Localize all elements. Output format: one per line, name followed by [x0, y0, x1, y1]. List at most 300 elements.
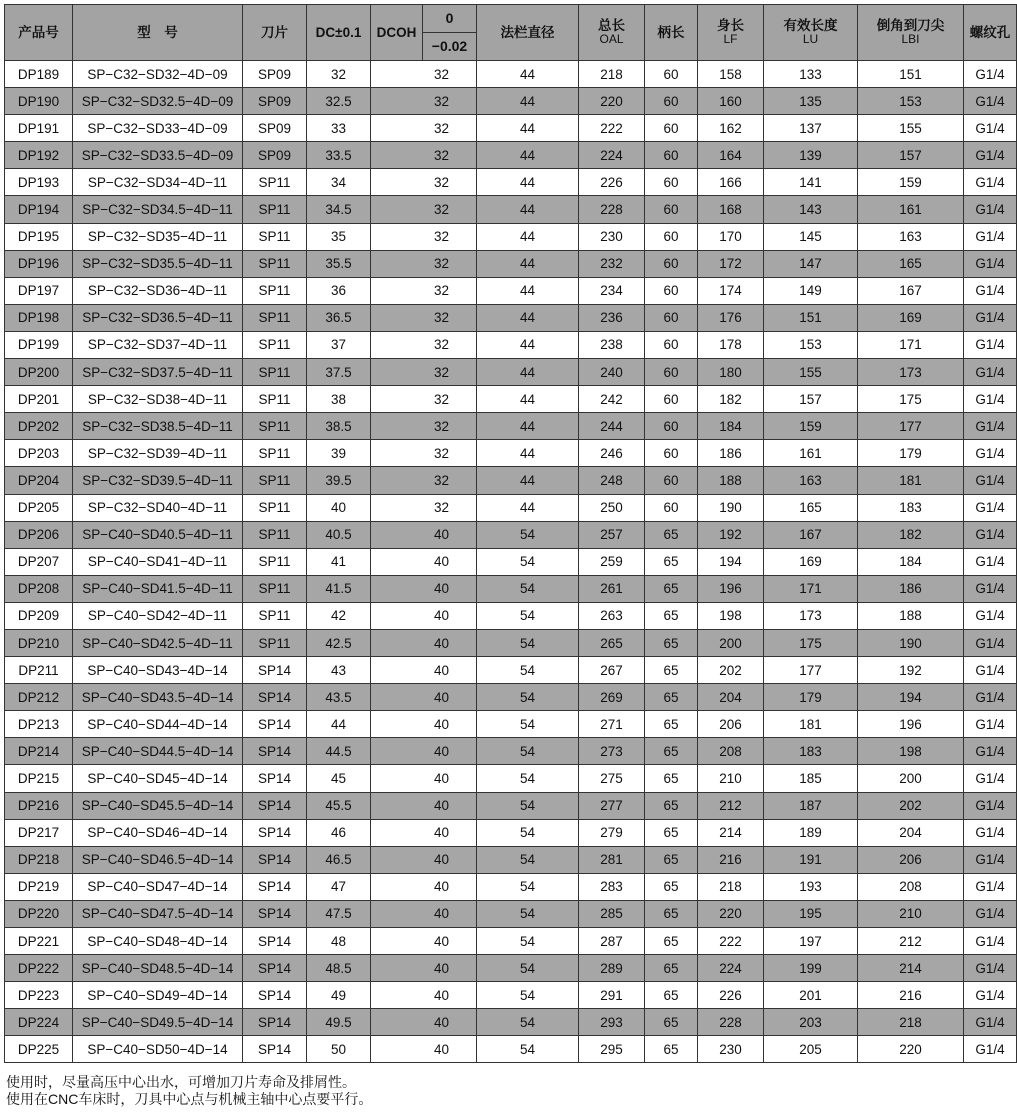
cell-flange: 54: [477, 521, 579, 548]
cell-shank: 60: [645, 115, 698, 142]
cell-lu: 139: [764, 142, 858, 169]
cell-shank: 65: [645, 982, 698, 1009]
cell-flange: 54: [477, 684, 579, 711]
cell-dc: 41: [307, 548, 371, 575]
table-row: [5, 169, 1017, 196]
cell-flange: 54: [477, 955, 579, 982]
cell-lu: 189: [764, 819, 858, 846]
cell-model: SP−C40−SD50−4D−14: [73, 1036, 243, 1063]
cell-insert: SP11: [243, 602, 307, 629]
cell-dcoh: 32: [371, 142, 477, 169]
cell-model: SP−C32−SD38−4D−11: [73, 386, 243, 413]
cell-product-no: DP194: [5, 196, 73, 223]
cell-shank: 65: [645, 738, 698, 765]
cell-dc: 33: [307, 115, 371, 142]
cell-insert: SP11: [243, 575, 307, 602]
col-dcoh-tol-lower: −0.02: [423, 33, 477, 61]
cell-lbi: 165: [858, 250, 964, 277]
cell-dc: 39: [307, 440, 371, 467]
cell-thread: G1/4: [964, 1036, 1017, 1063]
cell-dc: 32.5: [307, 88, 371, 115]
cell-model: SP−C40−SD47−4D−14: [73, 873, 243, 900]
cell-lu: 143: [764, 196, 858, 223]
table-row: [5, 792, 1017, 819]
cell-lf: 212: [698, 792, 764, 819]
cell-model: SP−C32−SD40−4D−11: [73, 494, 243, 521]
cell-insert: SP11: [243, 331, 307, 358]
cell-model: SP−C40−SD44−4D−14: [73, 711, 243, 738]
cell-dc: 50: [307, 1036, 371, 1063]
cell-lu: 203: [764, 1009, 858, 1036]
cell-lu: 151: [764, 304, 858, 331]
cell-thread: G1/4: [964, 575, 1017, 602]
cell-lbi: 194: [858, 684, 964, 711]
cell-product-no: DP216: [5, 792, 73, 819]
cell-insert: SP11: [243, 521, 307, 548]
cell-lf: 210: [698, 765, 764, 792]
cell-lf: 172: [698, 250, 764, 277]
cell-lf: 216: [698, 846, 764, 873]
cell-dcoh: 40: [371, 711, 477, 738]
cell-product-no: DP199: [5, 331, 73, 358]
cell-lu: 171: [764, 575, 858, 602]
cell-lu: 185: [764, 765, 858, 792]
cell-dcoh: 32: [371, 386, 477, 413]
cell-product-no: DP212: [5, 684, 73, 711]
cell-insert: SP14: [243, 657, 307, 684]
cell-product-no: DP223: [5, 982, 73, 1009]
cell-lbi: 183: [858, 494, 964, 521]
cell-dc: 34.5: [307, 196, 371, 223]
cell-insert: SP14: [243, 1036, 307, 1063]
cell-dc: 35.5: [307, 250, 371, 277]
cell-lu: 165: [764, 494, 858, 521]
cell-dc: 45.5: [307, 792, 371, 819]
cell-dc: 36: [307, 277, 371, 304]
table-row: [5, 304, 1017, 331]
cell-oal: 238: [579, 331, 645, 358]
cell-oal: 287: [579, 928, 645, 955]
cell-lu: 155: [764, 359, 858, 386]
cell-lbi: 171: [858, 331, 964, 358]
cell-shank: 65: [645, 575, 698, 602]
cell-thread: G1/4: [964, 819, 1017, 846]
usage-notes: [6, 1074, 372, 1108]
cell-oal: 263: [579, 602, 645, 629]
cell-lu: 193: [764, 873, 858, 900]
cell-lu: 175: [764, 629, 858, 656]
cell-product-no: DP202: [5, 413, 73, 440]
cell-dcoh: 40: [371, 684, 477, 711]
table-row: [5, 982, 1017, 1009]
cell-lf: 192: [698, 521, 764, 548]
cell-lbi: 182: [858, 521, 964, 548]
table-row: [5, 1009, 1017, 1036]
cell-lu: 137: [764, 115, 858, 142]
cell-thread: G1/4: [964, 61, 1017, 88]
cell-lbi: 151: [858, 61, 964, 88]
cell-model: SP−C40−SD45−4D−14: [73, 765, 243, 792]
cell-product-no: DP208: [5, 575, 73, 602]
cell-oal: 218: [579, 61, 645, 88]
cell-dcoh: 32: [371, 304, 477, 331]
cell-lbi: 208: [858, 873, 964, 900]
table-row: [5, 359, 1017, 386]
cell-product-no: DP207: [5, 548, 73, 575]
cell-dcoh: 40: [371, 873, 477, 900]
cell-product-no: DP200: [5, 359, 73, 386]
cell-insert: SP11: [243, 467, 307, 494]
table-row: [5, 928, 1017, 955]
cell-shank: 65: [645, 873, 698, 900]
cell-lu: 161: [764, 440, 858, 467]
cell-dc: 36.5: [307, 304, 371, 331]
cell-thread: G1/4: [964, 223, 1017, 250]
cell-shank: 65: [645, 765, 698, 792]
cell-model: SP−C40−SD48−4D−14: [73, 928, 243, 955]
cell-oal: 250: [579, 494, 645, 521]
cell-lbi: 157: [858, 142, 964, 169]
cell-shank: 60: [645, 494, 698, 521]
cell-model: SP−C32−SD35−4D−11: [73, 223, 243, 250]
col-lu-cn: 有效长度: [783, 17, 838, 33]
cell-dcoh: 40: [371, 928, 477, 955]
cell-oal: 285: [579, 900, 645, 927]
cell-model: SP−C32−SD32.5−4D−09: [73, 88, 243, 115]
cell-thread: G1/4: [964, 494, 1017, 521]
cell-lu: 183: [764, 738, 858, 765]
cell-thread: G1/4: [964, 765, 1017, 792]
cell-model: SP−C32−SD33−4D−09: [73, 115, 243, 142]
cell-thread: G1/4: [964, 873, 1017, 900]
cell-dcoh: 32: [371, 250, 477, 277]
cell-dcoh: 40: [371, 900, 477, 927]
cell-product-no: DP195: [5, 223, 73, 250]
cell-flange: 54: [477, 548, 579, 575]
cell-lbi: 181: [858, 467, 964, 494]
cell-lf: 202: [698, 657, 764, 684]
cell-insert: SP11: [243, 169, 307, 196]
cell-model: SP−C40−SD49.5−4D−14: [73, 1009, 243, 1036]
cell-insert: SP14: [243, 684, 307, 711]
cell-lf: 162: [698, 115, 764, 142]
cell-lbi: 153: [858, 88, 964, 115]
cell-oal: 291: [579, 982, 645, 1009]
cell-oal: 222: [579, 115, 645, 142]
cell-lf: 230: [698, 1036, 764, 1063]
cell-model: SP−C32−SD32−4D−09: [73, 61, 243, 88]
cell-shank: 60: [645, 88, 698, 115]
cell-model: SP−C40−SD45.5−4D−14: [73, 792, 243, 819]
table-row: [5, 521, 1017, 548]
cell-thread: G1/4: [964, 602, 1017, 629]
cell-lf: 224: [698, 955, 764, 982]
cell-dcoh: 32: [371, 88, 477, 115]
cell-flange: 54: [477, 1036, 579, 1063]
cell-dc: 32: [307, 61, 371, 88]
col-insert: 刀片: [243, 5, 307, 61]
cell-shank: 65: [645, 602, 698, 629]
cell-oal: 248: [579, 467, 645, 494]
cell-insert: SP11: [243, 548, 307, 575]
cell-lf: 180: [698, 359, 764, 386]
cell-lu: 149: [764, 277, 858, 304]
cell-shank: 65: [645, 955, 698, 982]
cell-flange: 44: [477, 386, 579, 413]
cell-dc: 37: [307, 331, 371, 358]
cell-oal: 240: [579, 359, 645, 386]
cell-product-no: DP219: [5, 873, 73, 900]
cell-dc: 43.5: [307, 684, 371, 711]
cell-thread: G1/4: [964, 277, 1017, 304]
cell-product-no: DP204: [5, 467, 73, 494]
cell-flange: 44: [477, 413, 579, 440]
table-row: [5, 657, 1017, 684]
cell-oal: 269: [579, 684, 645, 711]
cell-shank: 65: [645, 1009, 698, 1036]
cell-oal: 289: [579, 955, 645, 982]
cell-insert: SP11: [243, 223, 307, 250]
cell-shank: 60: [645, 304, 698, 331]
cell-lbi: 177: [858, 413, 964, 440]
cell-dcoh: 40: [371, 1009, 477, 1036]
cell-flange: 44: [477, 142, 579, 169]
cell-shank: 60: [645, 196, 698, 223]
cell-lu: 145: [764, 223, 858, 250]
table-body: [5, 61, 1017, 1063]
cell-thread: G1/4: [964, 657, 1017, 684]
cell-oal: 277: [579, 792, 645, 819]
col-thread: 螺纹孔: [964, 5, 1017, 61]
cell-dcoh: 32: [371, 359, 477, 386]
col-lf-en: LF: [723, 32, 738, 47]
cell-thread: G1/4: [964, 711, 1017, 738]
cell-lu: 153: [764, 331, 858, 358]
col-lu-en: LU: [802, 32, 819, 47]
cell-thread: G1/4: [964, 792, 1017, 819]
cell-dcoh: 40: [371, 819, 477, 846]
cell-lf: 196: [698, 575, 764, 602]
cell-lbi: 155: [858, 115, 964, 142]
cell-lbi: 206: [858, 846, 964, 873]
cell-flange: 54: [477, 900, 579, 927]
cell-flange: 54: [477, 657, 579, 684]
cell-dcoh: 40: [371, 548, 477, 575]
cell-product-no: DP190: [5, 88, 73, 115]
cell-dc: 39.5: [307, 467, 371, 494]
table-row: [5, 88, 1017, 115]
cell-product-no: DP211: [5, 657, 73, 684]
cell-thread: G1/4: [964, 738, 1017, 765]
table-row: [5, 1036, 1017, 1063]
col-oal-cn: 总长: [598, 17, 625, 33]
cell-lbi: 188: [858, 602, 964, 629]
cell-dc: 41.5: [307, 575, 371, 602]
cell-insert: SP11: [243, 250, 307, 277]
cell-product-no: DP201: [5, 386, 73, 413]
cell-dcoh: 40: [371, 982, 477, 1009]
cell-shank: 65: [645, 1036, 698, 1063]
cell-model: SP−C32−SD35.5−4D−11: [73, 250, 243, 277]
cell-lu: 179: [764, 684, 858, 711]
cell-dc: 38.5: [307, 413, 371, 440]
cell-insert: SP14: [243, 982, 307, 1009]
cell-lu: 147: [764, 250, 858, 277]
cell-insert: SP11: [243, 413, 307, 440]
cell-shank: 60: [645, 142, 698, 169]
cell-lu: 191: [764, 846, 858, 873]
cell-product-no: DP217: [5, 819, 73, 846]
cell-dcoh: 40: [371, 657, 477, 684]
cell-model: SP−C40−SD40.5−4D−11: [73, 521, 243, 548]
cell-insert: SP14: [243, 738, 307, 765]
cell-insert: SP09: [243, 115, 307, 142]
cell-lbi: 200: [858, 765, 964, 792]
cell-dcoh: 40: [371, 521, 477, 548]
cell-product-no: DP192: [5, 142, 73, 169]
cell-flange: 54: [477, 575, 579, 602]
cell-product-no: DP193: [5, 169, 73, 196]
cell-lbi: 190: [858, 629, 964, 656]
cell-flange: 44: [477, 223, 579, 250]
cell-lf: 194: [698, 548, 764, 575]
table-row: [5, 467, 1017, 494]
col-model: 型 号: [73, 5, 243, 61]
cell-lbi: 169: [858, 304, 964, 331]
cell-shank: 65: [645, 657, 698, 684]
cell-model: SP−C32−SD36−4D−11: [73, 277, 243, 304]
cell-model: SP−C40−SD42.5−4D−11: [73, 629, 243, 656]
cell-product-no: DP215: [5, 765, 73, 792]
cell-lu: 159: [764, 413, 858, 440]
cell-flange: 44: [477, 331, 579, 358]
table-row: [5, 548, 1017, 575]
cell-dc: 44.5: [307, 738, 371, 765]
cell-model: SP−C32−SD34−4D−11: [73, 169, 243, 196]
cell-dcoh: 32: [371, 413, 477, 440]
table-row: [5, 331, 1017, 358]
cell-thread: G1/4: [964, 142, 1017, 169]
cell-model: SP−C32−SD33.5−4D−09: [73, 142, 243, 169]
cell-flange: 44: [477, 61, 579, 88]
cell-lf: 198: [698, 602, 764, 629]
cell-dc: 48.5: [307, 955, 371, 982]
cell-lbi: 186: [858, 575, 964, 602]
cell-model: SP−C40−SD46−4D−14: [73, 819, 243, 846]
cell-insert: SP11: [243, 629, 307, 656]
cell-oal: 220: [579, 88, 645, 115]
cell-shank: 65: [645, 521, 698, 548]
cell-lf: 176: [698, 304, 764, 331]
cell-product-no: DP198: [5, 304, 73, 331]
cell-dcoh: 40: [371, 629, 477, 656]
cell-oal: 246: [579, 440, 645, 467]
cell-shank: 65: [645, 819, 698, 846]
table-row: [5, 955, 1017, 982]
cell-thread: G1/4: [964, 548, 1017, 575]
table-row: [5, 765, 1017, 792]
cell-lbi: 214: [858, 955, 964, 982]
cell-lf: 188: [698, 467, 764, 494]
cell-lu: 177: [764, 657, 858, 684]
cell-dc: 47.5: [307, 900, 371, 927]
cell-dc: 47: [307, 873, 371, 900]
col-dcoh: DCOH: [371, 5, 423, 61]
cell-lu: 181: [764, 711, 858, 738]
cell-shank: 65: [645, 548, 698, 575]
cell-insert: SP14: [243, 846, 307, 873]
cell-shank: 65: [645, 629, 698, 656]
cell-oal: 295: [579, 1036, 645, 1063]
cell-lf: 222: [698, 928, 764, 955]
cell-shank: 65: [645, 900, 698, 927]
cell-oal: 242: [579, 386, 645, 413]
cell-lu: 133: [764, 61, 858, 88]
cell-lu: 195: [764, 900, 858, 927]
cell-product-no: DP225: [5, 1036, 73, 1063]
cell-dc: 44: [307, 711, 371, 738]
col-lbi: [858, 5, 964, 61]
cell-lf: 190: [698, 494, 764, 521]
cell-lf: 218: [698, 873, 764, 900]
cell-dc: 33.5: [307, 142, 371, 169]
cell-insert: SP14: [243, 900, 307, 927]
cell-lf: 160: [698, 88, 764, 115]
cell-dc: 43: [307, 657, 371, 684]
cell-lbi: 204: [858, 819, 964, 846]
cell-model: SP−C40−SD44.5−4D−14: [73, 738, 243, 765]
cell-shank: 60: [645, 61, 698, 88]
table-row: [5, 386, 1017, 413]
cell-lf: 208: [698, 738, 764, 765]
cell-lu: 135: [764, 88, 858, 115]
cell-dcoh: 32: [371, 196, 477, 223]
cell-dc: 45: [307, 765, 371, 792]
table-row: [5, 440, 1017, 467]
cell-thread: G1/4: [964, 304, 1017, 331]
cell-insert: SP11: [243, 277, 307, 304]
cell-dcoh: 32: [371, 331, 477, 358]
table-row: [5, 900, 1017, 927]
cell-insert: SP11: [243, 386, 307, 413]
cell-lbi: 210: [858, 900, 964, 927]
cell-shank: 60: [645, 386, 698, 413]
cell-flange: 54: [477, 765, 579, 792]
cell-dc: 35: [307, 223, 371, 250]
col-flange: 法栏直径: [477, 5, 579, 61]
cell-lbi: 218: [858, 1009, 964, 1036]
cell-shank: 60: [645, 223, 698, 250]
cell-insert: SP11: [243, 196, 307, 223]
table-row: [5, 413, 1017, 440]
cell-model: SP−C40−SD43.5−4D−14: [73, 684, 243, 711]
cell-dcoh: 40: [371, 1036, 477, 1063]
cell-lbi: 179: [858, 440, 964, 467]
col-dc: DC±0.1: [307, 5, 371, 61]
cell-lbi: 192: [858, 657, 964, 684]
table-row: [5, 684, 1017, 711]
cell-flange: 44: [477, 250, 579, 277]
cell-dcoh: 32: [371, 61, 477, 88]
cell-product-no: DP210: [5, 629, 73, 656]
table-row: [5, 115, 1017, 142]
cell-lbi: 184: [858, 548, 964, 575]
cell-thread: G1/4: [964, 467, 1017, 494]
cell-lu: 197: [764, 928, 858, 955]
cell-flange: 54: [477, 982, 579, 1009]
cell-product-no: DP213: [5, 711, 73, 738]
cell-thread: G1/4: [964, 196, 1017, 223]
